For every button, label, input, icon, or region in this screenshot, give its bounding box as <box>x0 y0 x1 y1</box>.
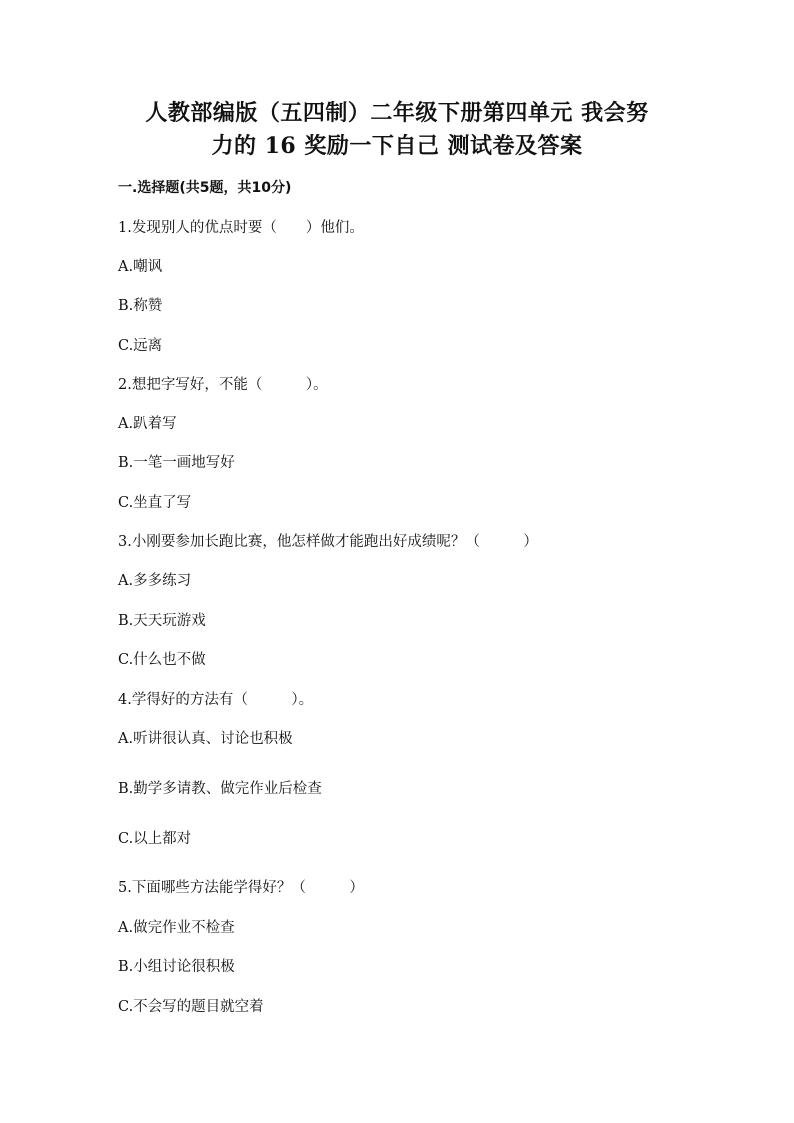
section-heading: 一.选择题(共5题，共10分) <box>118 180 292 196</box>
question-4-option-a: A.听讲很认真、讨论也积极 <box>118 731 293 747</box>
question-2-stem: 2.想把字写好，不能（ ）。 <box>118 377 328 393</box>
question-2-option-b: B.一笔一画地写好 <box>118 455 235 471</box>
question-2-option-a: A.趴着写 <box>118 416 177 432</box>
question-4-option-b: B.勤学多请教、做完作业后检查 <box>118 781 322 797</box>
question-3-option-a: A.多多练习 <box>118 573 192 589</box>
question-5-stem: 5.下面哪些方法能学得好？（ ） <box>118 880 364 896</box>
document-title-line-1: 人教部编版（五四制）二年级下册第四单元 我会努 <box>145 100 649 126</box>
question-1-option-a: A.嘲讽 <box>118 259 163 275</box>
question-2-option-c: C.坐直了写 <box>118 495 192 511</box>
question-5-option-c: C.不会写的题目就空着 <box>118 999 264 1015</box>
question-5-option-b: B.小组讨论很积极 <box>118 959 235 975</box>
question-4-option-c: C.以上都对 <box>118 831 192 847</box>
question-3-option-b: B.天天玩游戏 <box>118 613 206 629</box>
question-4-stem: 4.学得好的方法有（ ）。 <box>118 692 314 708</box>
question-3-option-c: C.什么也不做 <box>118 652 206 668</box>
question-5-option-a: A.做完作业不检查 <box>118 920 235 936</box>
question-1-option-c: C.远离 <box>118 338 163 354</box>
question-3-stem: 3.小刚要参加长跑比赛，他怎样做才能跑出好成绩呢？（ ） <box>118 534 538 550</box>
question-1-stem: 1.发现别人的优点时要（ ）他们。 <box>118 220 364 236</box>
document-title-line-2: 力的 16 奖励一下自己 测试卷及答案 <box>211 133 583 159</box>
question-1-option-b: B.称赞 <box>118 298 163 314</box>
